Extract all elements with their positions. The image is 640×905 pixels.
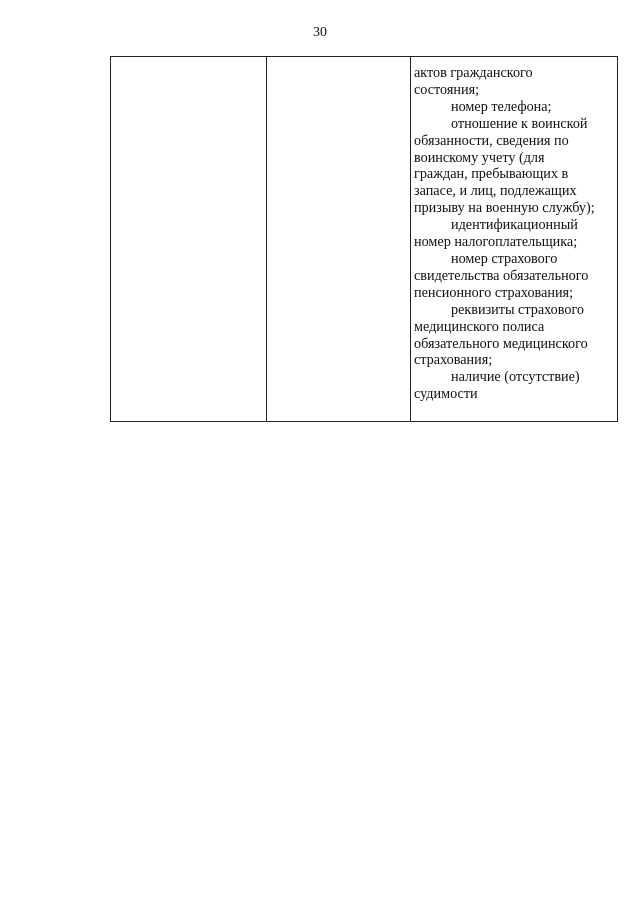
text-line: воинскому учету (для — [414, 149, 545, 166]
text-line: состояния; — [414, 81, 480, 98]
table-cell-column-2 — [267, 57, 411, 422]
text-line: наличие (отсутствие) — [451, 369, 580, 386]
text-line: запасе, и лиц, подлежащих — [414, 183, 577, 200]
personal-data-list — [411, 57, 617, 403]
text-line: обязанности, сведения по — [414, 132, 569, 149]
text-line: граждан, пребывающих в — [414, 166, 569, 183]
table-cell-column-3 — [411, 57, 618, 422]
text-line: идентификационный — [451, 217, 578, 234]
text-line: свидетельства обязательного — [414, 267, 589, 284]
text-line: отношение к воинской — [451, 115, 588, 132]
text-line: обязательного медицинского — [414, 335, 588, 352]
text-line: номер страхового — [451, 250, 558, 267]
text-line: призыву на военную службу); — [414, 200, 595, 217]
text-line: медицинского полиса — [414, 318, 545, 335]
text-line: реквизиты страхового — [451, 301, 585, 318]
table-row — [111, 57, 618, 422]
page-number: 30 — [313, 25, 327, 40]
text-line: пенсионного страхования; — [414, 284, 574, 301]
text-line: номер телефона; — [451, 98, 552, 115]
text-line: страхования; — [414, 352, 493, 369]
data-table — [110, 56, 618, 422]
text-line: актов гражданского — [414, 65, 533, 81]
table-cell-column-1 — [111, 57, 267, 422]
text-line: номер налогоплательщика; — [414, 234, 578, 251]
text-line: судимости — [414, 386, 478, 403]
